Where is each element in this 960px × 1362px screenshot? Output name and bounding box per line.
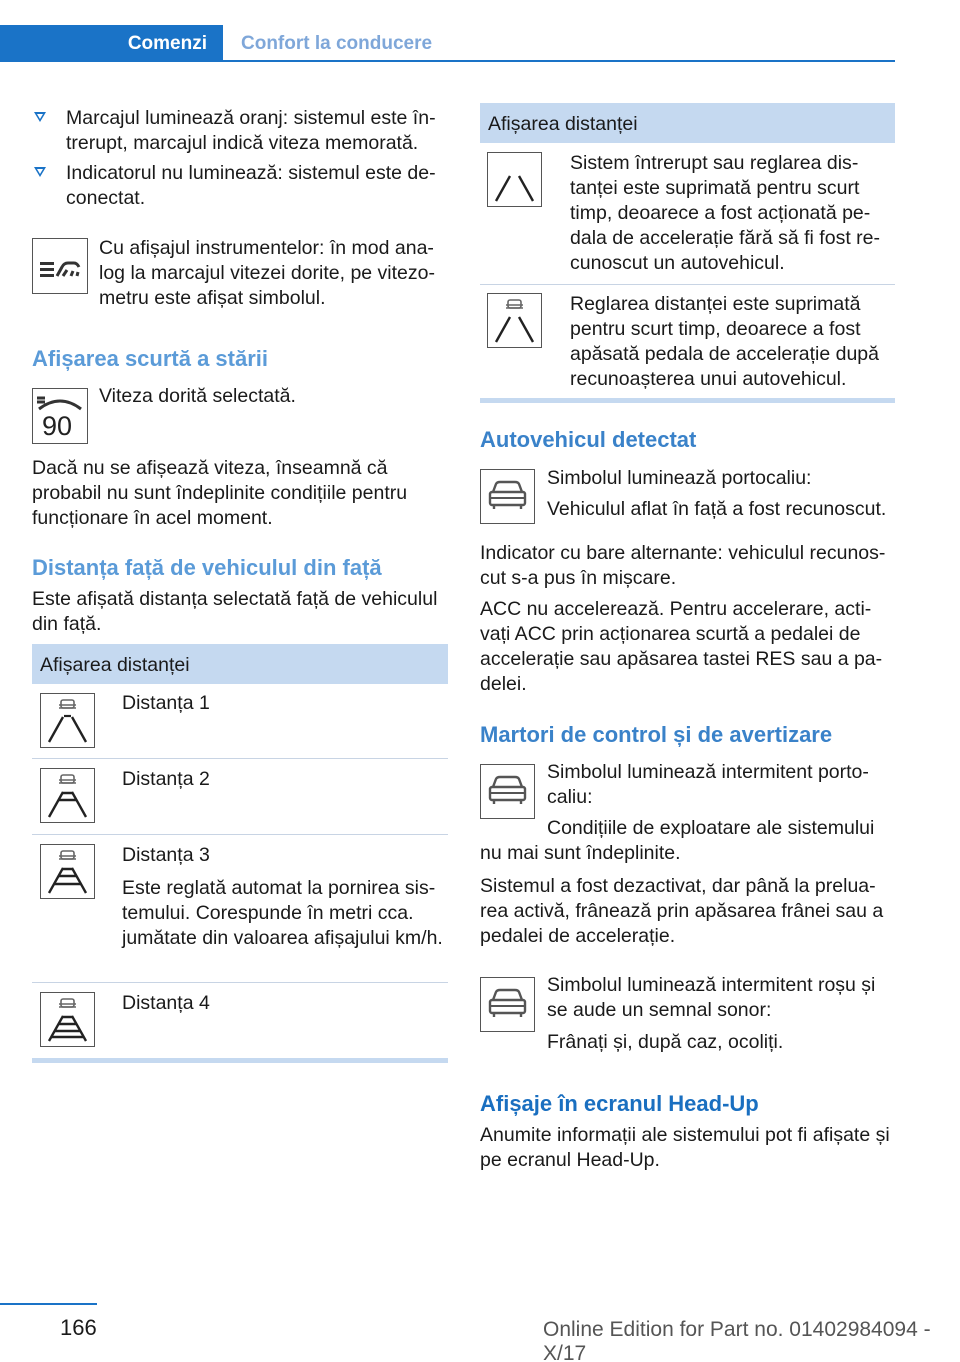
vehicle-detected-line-2: Vehiculul aflat în față a fost recunoscut. <box>547 498 887 520</box>
warning-lights-heading: Martori de control și de avertizare <box>480 722 833 747</box>
row-divider <box>32 982 448 983</box>
header-rule <box>0 60 895 62</box>
acc-instrument-icon <box>32 238 88 294</box>
vehicle-detected-line-1: Simbolul luminează portocaliu: <box>547 467 812 489</box>
system-interrupted-icon <box>487 152 542 207</box>
distance-table-header: Afișarea distanței <box>32 644 448 684</box>
distance-3-note: Este reglată automat la pornirea sistemului. Corespunde în metri cca. jumătate din valoarea afișajului km/h. <box>122 877 443 949</box>
distance-1-icon <box>40 693 95 748</box>
speed-display-icon <box>32 388 88 444</box>
warning-1-line-2: Condițiile de exploatare ale sistemului nu mai sunt îndeplinite. <box>480 817 875 864</box>
distance-1-label: Distanța 1 <box>122 692 210 714</box>
vehicle-detected-paragraph-1: Indicator cu bare alternante: vehiculul recunoscut s-a pus în mișcare. <box>480 542 886 589</box>
distance-paragraph: Este afișată distanța selectată față de vehiculul din față. <box>32 588 438 635</box>
warning-2-line-2: Frânați și, după caz, ocoliți. <box>547 1031 784 1053</box>
distance-4-icon <box>40 992 95 1047</box>
hud-paragraph: Anumite informații ale sistemului pot fi afișate și pe ecranul Head-Up. <box>480 1124 890 1171</box>
speed-value: 90 <box>42 411 73 441</box>
row-divider <box>480 284 895 285</box>
instrument-text: Cu afișajul instrumentelor: în mod analog la marcajul vitezei dorite, pe vitezometru este afișat simbolul. <box>99 237 435 309</box>
edition-text: Online Edition for Part no. 01402984094 - X/17 <box>543 1318 931 1362</box>
header-tab-active[interactable] <box>0 25 223 62</box>
status-paragraph: Dacă nu se afișează viteza, înseamnă că probabil nu sunt îndeplinite condițiile pentru funcționare în acel moment. <box>32 457 408 529</box>
triangle-bullet-icon <box>34 112 46 122</box>
header-tab-active-label: Comenzi <box>127 33 207 54</box>
table-end-rule <box>480 398 895 403</box>
bullet-item: Marcajul luminează oranj: sistemul este întrerupt, marcajul indică viteza memorată. <box>32 106 448 156</box>
status-heading: Afișarea scurtă a stării <box>32 346 269 371</box>
vehicle-detected-icon <box>480 469 535 524</box>
distance-table-header-right: Afișarea distanței <box>480 103 895 143</box>
row-divider <box>32 834 448 835</box>
warning-2-line-1: Simbolul luminează intermitent roșu și se aude un semnal sonor: <box>547 974 876 1021</box>
warning-1-line-1: Simbolul luminează intermitent portocaliu: <box>547 761 869 808</box>
distance-heading: Distanța față de vehiculul din față <box>32 555 382 580</box>
triangle-bullet-icon <box>34 167 46 177</box>
table-end-rule <box>32 1058 448 1063</box>
page-number: 166 <box>60 1315 97 1340</box>
header-tab[interactable]: Confort la conducere <box>241 33 433 54</box>
distance-suppressed-icon <box>487 293 542 348</box>
vehicle-warning-red-icon <box>480 977 535 1032</box>
vehicle-warning-orange-icon <box>480 764 535 819</box>
distance-2-label: Distanța 2 <box>122 768 210 790</box>
distance-3-icon <box>40 844 95 899</box>
distance-3-label: Distanța 3 <box>122 844 210 866</box>
warning-1-paragraph: Sistemul a fost dezactivat, dar până la preluarea activă, frânează prin apăsarea frânei sau a pedalei de accelerație. <box>480 875 884 947</box>
row-divider <box>32 758 448 759</box>
status-text: Viteza dorită selectată. <box>99 385 296 407</box>
right-row-1-text: Sistem întrerupt sau reglarea distanței este suprimată pentru scurt timp, deoarece a fost acționată pedala de accelerație fără să fi fost recunoscut un autovehicul. <box>570 152 880 274</box>
right-row-2-text: Reglarea distanței este suprimată pentru scurt timp, deoarece a fost apăsată pedala de accelerație după recunoașterea unui autovehicul. <box>570 293 879 390</box>
distance-2-icon <box>40 768 95 823</box>
vehicle-detected-heading: Autovehicul detectat <box>480 427 697 452</box>
distance-4-label: Distanța 4 <box>122 992 210 1014</box>
bullet-item: Indicatorul nu luminează: sistemul este deconectat. <box>32 161 448 211</box>
vehicle-detected-paragraph-2: ACC nu accelerează. Pentru accelerare, activați ACC prin acționarea scurtă a pedalei de accelerație sau apăsarea tastei RES sau a padelei. <box>480 598 883 695</box>
footer-rule <box>0 1303 97 1305</box>
hud-heading: Afișaje în ecranul Head-Up <box>480 1091 759 1116</box>
